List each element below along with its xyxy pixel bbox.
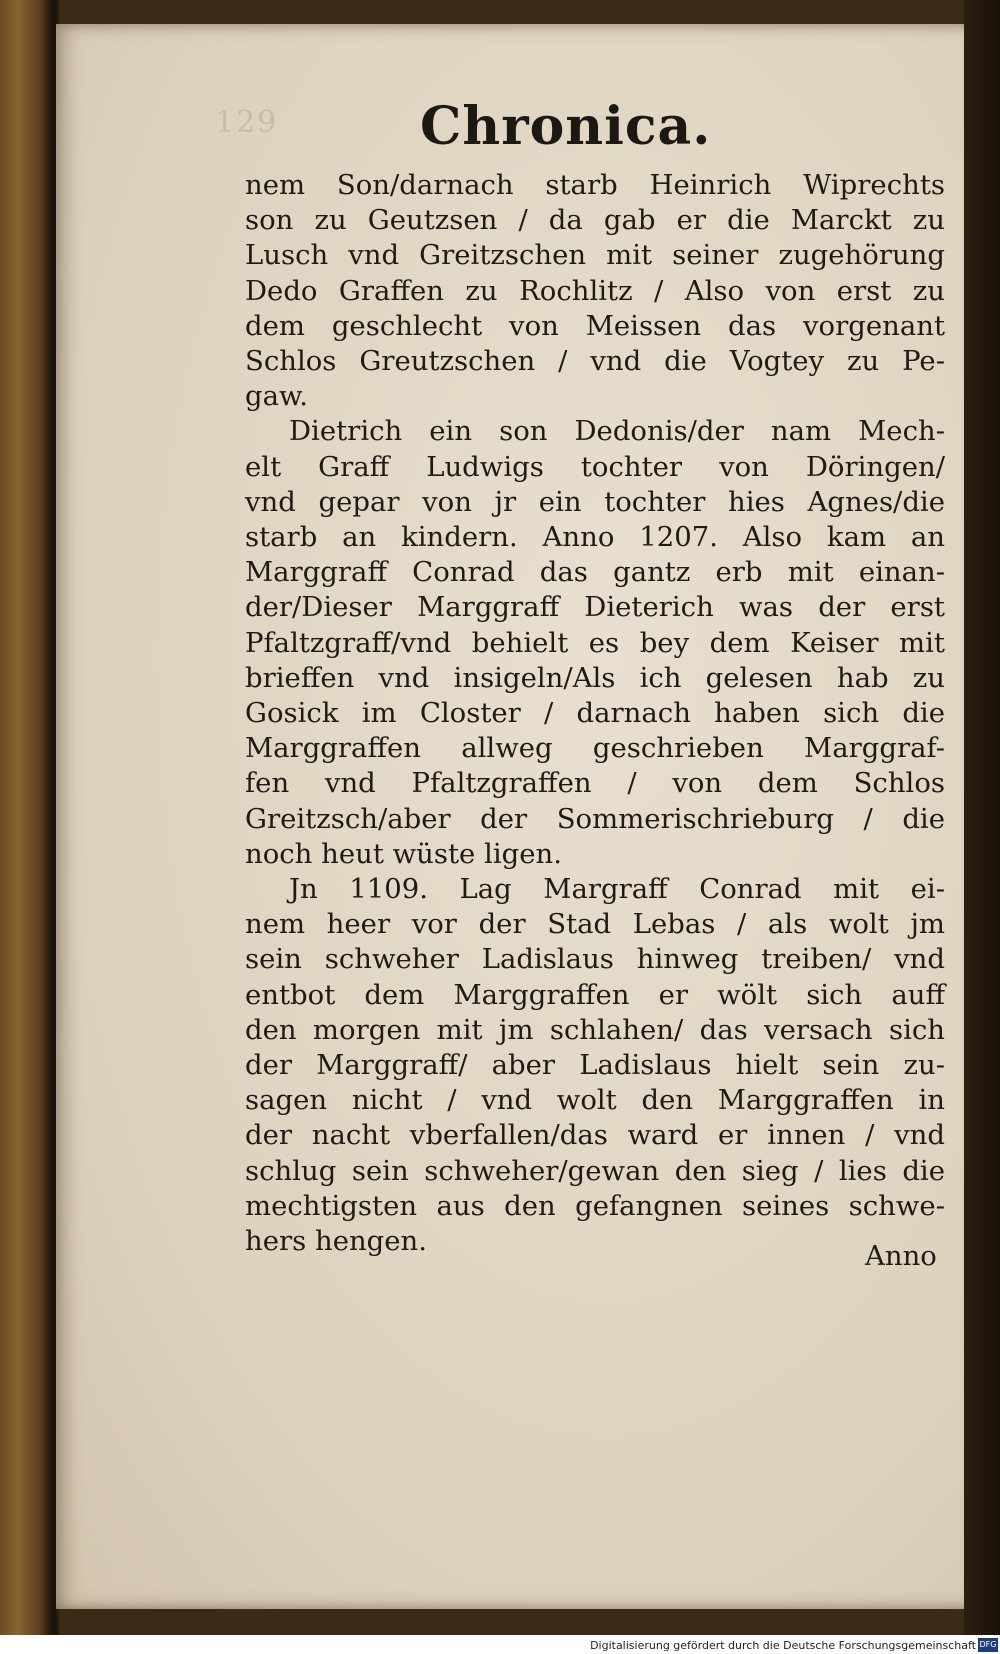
text-line: son zu Geutzsen / da gab er die Marckt zu xyxy=(245,204,945,237)
text-line: sagen nicht / vnd wolt den Marggraffen in xyxy=(245,1084,945,1117)
text-line: gaw. xyxy=(245,380,309,413)
footer-bar xyxy=(0,1635,1000,1654)
text-line: Jn 1109. Lag Margraff Conrad mit ei- xyxy=(289,873,945,906)
text-line: Marggraff Conrad das gantz erb mit einan- xyxy=(245,556,945,589)
text-line: Marggraffen allweg geschrieben Marggraf- xyxy=(245,732,945,765)
text-line: Dietrich ein son Dedonis/der nam Mech- xyxy=(289,415,945,448)
body-text xyxy=(245,168,945,1259)
running-head: Chronica. xyxy=(420,96,712,157)
text-line: nem heer vor der Stad Lebas / als wolt jm xyxy=(245,908,945,941)
text-line: Lusch vnd Greitzschen mit seiner zugehörung xyxy=(245,239,945,272)
text-line: dem geschlecht von Meissen das vorgenant xyxy=(245,309,945,342)
page-number: 129 xyxy=(215,105,279,140)
text-line: der Marggraff/ aber Ladislaus hielt sein zu- xyxy=(245,1049,945,1082)
text-line: brieffen vnd insigeln/Als ich gelesen hab zu xyxy=(245,661,945,694)
text-line: der nacht vberfallen/das ward er innen / vnd xyxy=(245,1119,945,1152)
catchword: Anno xyxy=(865,1240,937,1272)
text-line: Gosick im Closter / darnach haben sich die xyxy=(245,697,945,730)
text-line: Pfaltzgraff/vnd behielt es bey dem Keiser mit xyxy=(245,626,945,659)
text-line: entbot dem Marggraffen er wölt sich auff xyxy=(245,978,945,1011)
text-line: mechtigsten aus den gefangnen seines schwe- xyxy=(245,1189,945,1222)
text-line: Greitzsch/aber der Sommerischrieburg / die xyxy=(245,802,945,835)
text-line: Dedo Graffen zu Rochlitz / Also von erst zu xyxy=(245,274,945,307)
text-line: vnd gepar von jr ein tochter hies Agnes/die xyxy=(245,485,945,518)
digitization-credit: Digitalisierung gefördert durch die Deutsche Forschungsgemeinschaft xyxy=(590,1639,976,1652)
text-line: der/Dieser Marggraff Dieterich was der erst xyxy=(245,591,945,624)
text-line: fen vnd Pfaltzgraffen / von dem Schlos xyxy=(245,767,945,800)
text-line: starb an kindern. Anno 1207. Also kam an xyxy=(245,521,945,554)
text-line: Schlos Greutzschen / vnd die Vogtey zu Pe- xyxy=(245,345,945,378)
text-line: schlug sein schweher/gewan den sieg / lies die xyxy=(245,1154,945,1187)
text-line: hers hengen. xyxy=(245,1225,428,1258)
text-line: sein schweher Ladislaus hinweg treiben/ vnd xyxy=(245,943,945,976)
text-line: elt Graff Ludwigs tochter von Döringen/ xyxy=(245,450,945,483)
text-line: nem Son/darnach starb Heinrich Wiprechts xyxy=(245,169,945,201)
text-line: noch heut wüste ligen. xyxy=(245,837,562,870)
text-line: den morgen mit jm schlahen/ das versach sich xyxy=(245,1013,945,1046)
dfg-logo: DFG xyxy=(978,1638,998,1652)
page-edge xyxy=(964,0,1000,1635)
